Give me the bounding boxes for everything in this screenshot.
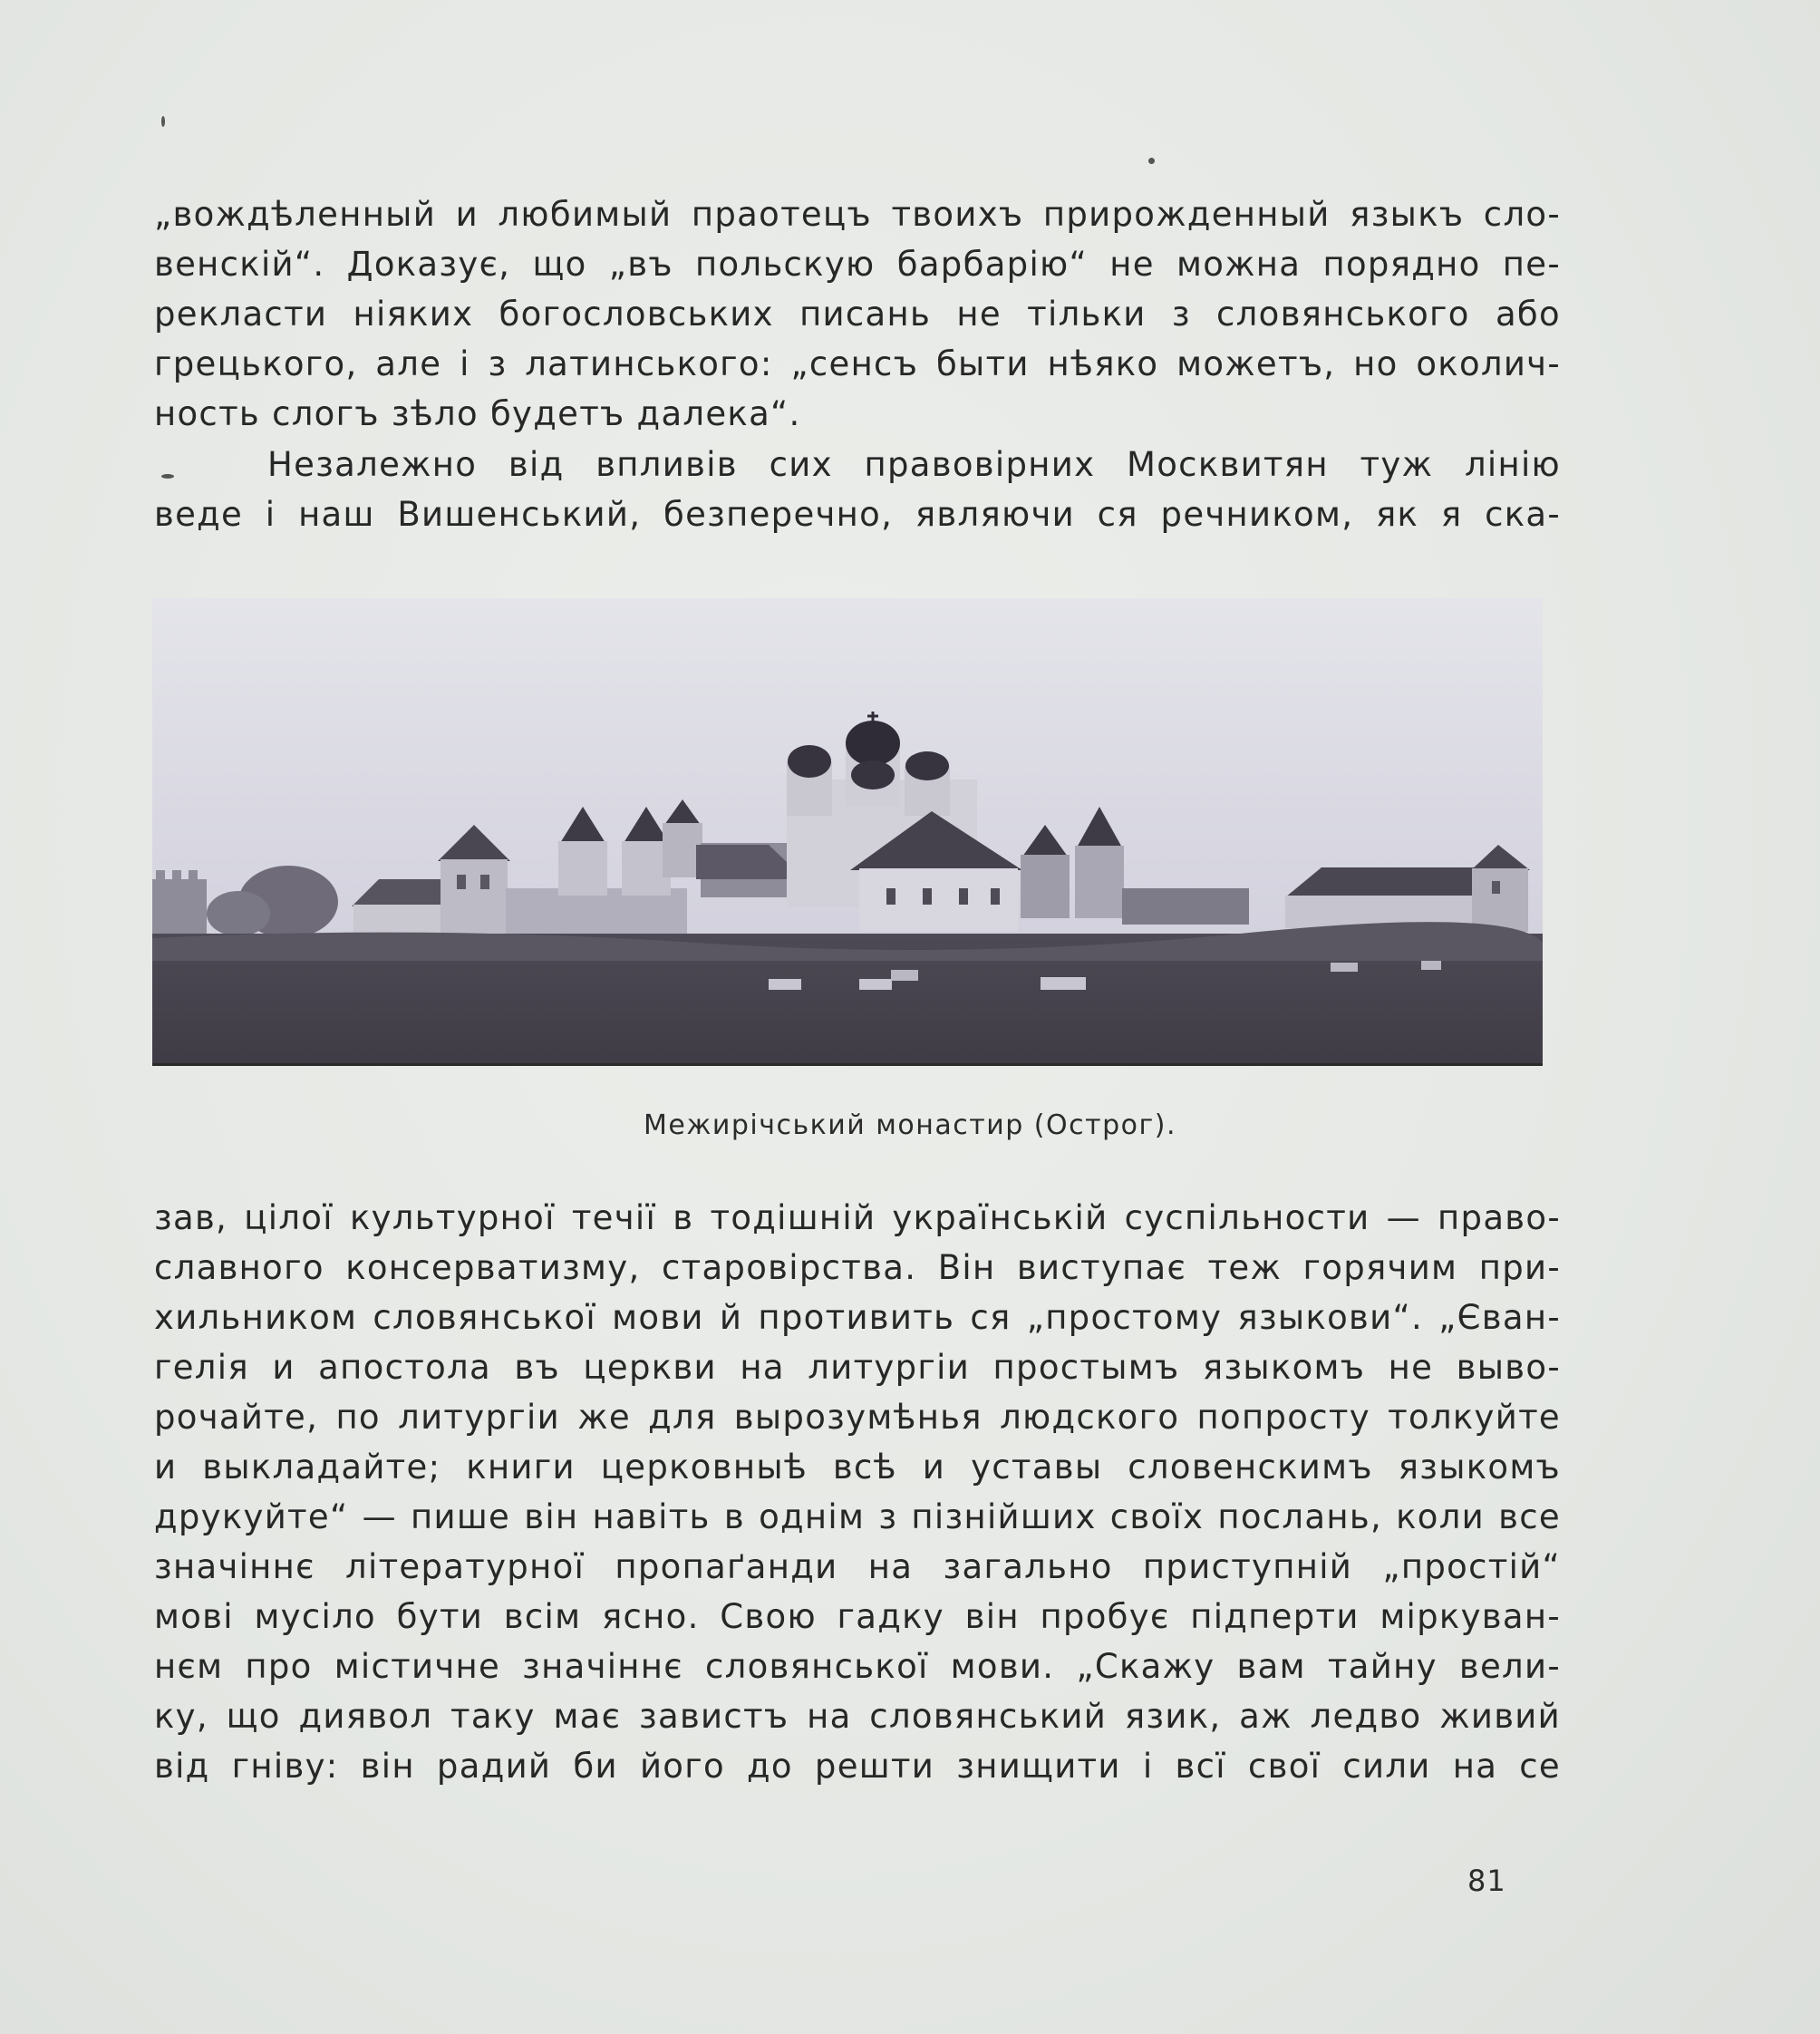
text-line: ку, що диявол таку має завистъ на словянський язик, аж ледво живий [154, 1697, 1561, 1736]
text-line: славного консерватизму, старовірства. Він виступає теж горячим при- [154, 1248, 1561, 1287]
text-line: нєм про містичне значіннє словянської мови. „Скажу вам тайну вели- [154, 1647, 1561, 1686]
text-line: грецького, але і з латинського: „сенсъ быти нѣяко можетъ, но околич- [154, 344, 1561, 383]
text-line: и выкладайте; книги церковныѣ всѣ и уставы словенскимъ языкомъ [154, 1448, 1561, 1487]
text-line: друкуйте“ — пише він навіть в однім з пізнійших своїх послань, коли все [154, 1497, 1561, 1536]
text-line: мові мусіло бути всім ясно. Свою гадку він пробує підперти міркуван- [154, 1597, 1561, 1636]
text-line: Незалежно від впливів сих правовірних Москвитян туж лінію [267, 445, 1561, 484]
paragraph-3 [154, 1193, 1561, 1791]
print-speck [161, 116, 165, 127]
text-line: венскій“. Доказує, що „въ польскую барбарію“ не можна порядно пе- [154, 245, 1561, 284]
text-line: зав, цілої культурної течії в тодішній українській суспільности — право- [154, 1198, 1561, 1237]
text-line: гелія и апостола въ церкви на литургіи простымъ языкомъ не выво- [154, 1348, 1561, 1387]
paragraph-1 [154, 189, 1561, 439]
print-speck [161, 474, 174, 479]
text-line: ность слогъ зѣло будетъ далека“. [154, 394, 801, 433]
text-line: веде і наш Вишенський, безперечно, являючи ся речником, як я ска- [154, 495, 1561, 534]
text-line: рочайте, по литургіи же для вырозумѣнья людского попросту толкуйте [154, 1398, 1561, 1437]
page-number: 81 [1467, 1864, 1506, 1898]
figure-caption: Межирічський монастир (Острог). [643, 1109, 1176, 1141]
print-speck [1148, 158, 1155, 164]
text-line: від гніву: він радий би його до решти знищити і всї свої сили на се [154, 1747, 1561, 1786]
text-line: хильником словянської мови й противить ся „простому языкови“. „Єван- [154, 1298, 1561, 1337]
text-line: значіннє літературної пропаґанди на загально приступній „простій“ [154, 1547, 1561, 1586]
monastery-photo [152, 598, 1543, 1066]
paragraph-2 [154, 440, 1561, 539]
text-line: рекласти ніяких богословських писань не тільки з словянського або [154, 295, 1561, 334]
text-line: „вождѣленный и любимый праотецъ твоихъ прирожденный языкъ сло- [154, 195, 1561, 234]
